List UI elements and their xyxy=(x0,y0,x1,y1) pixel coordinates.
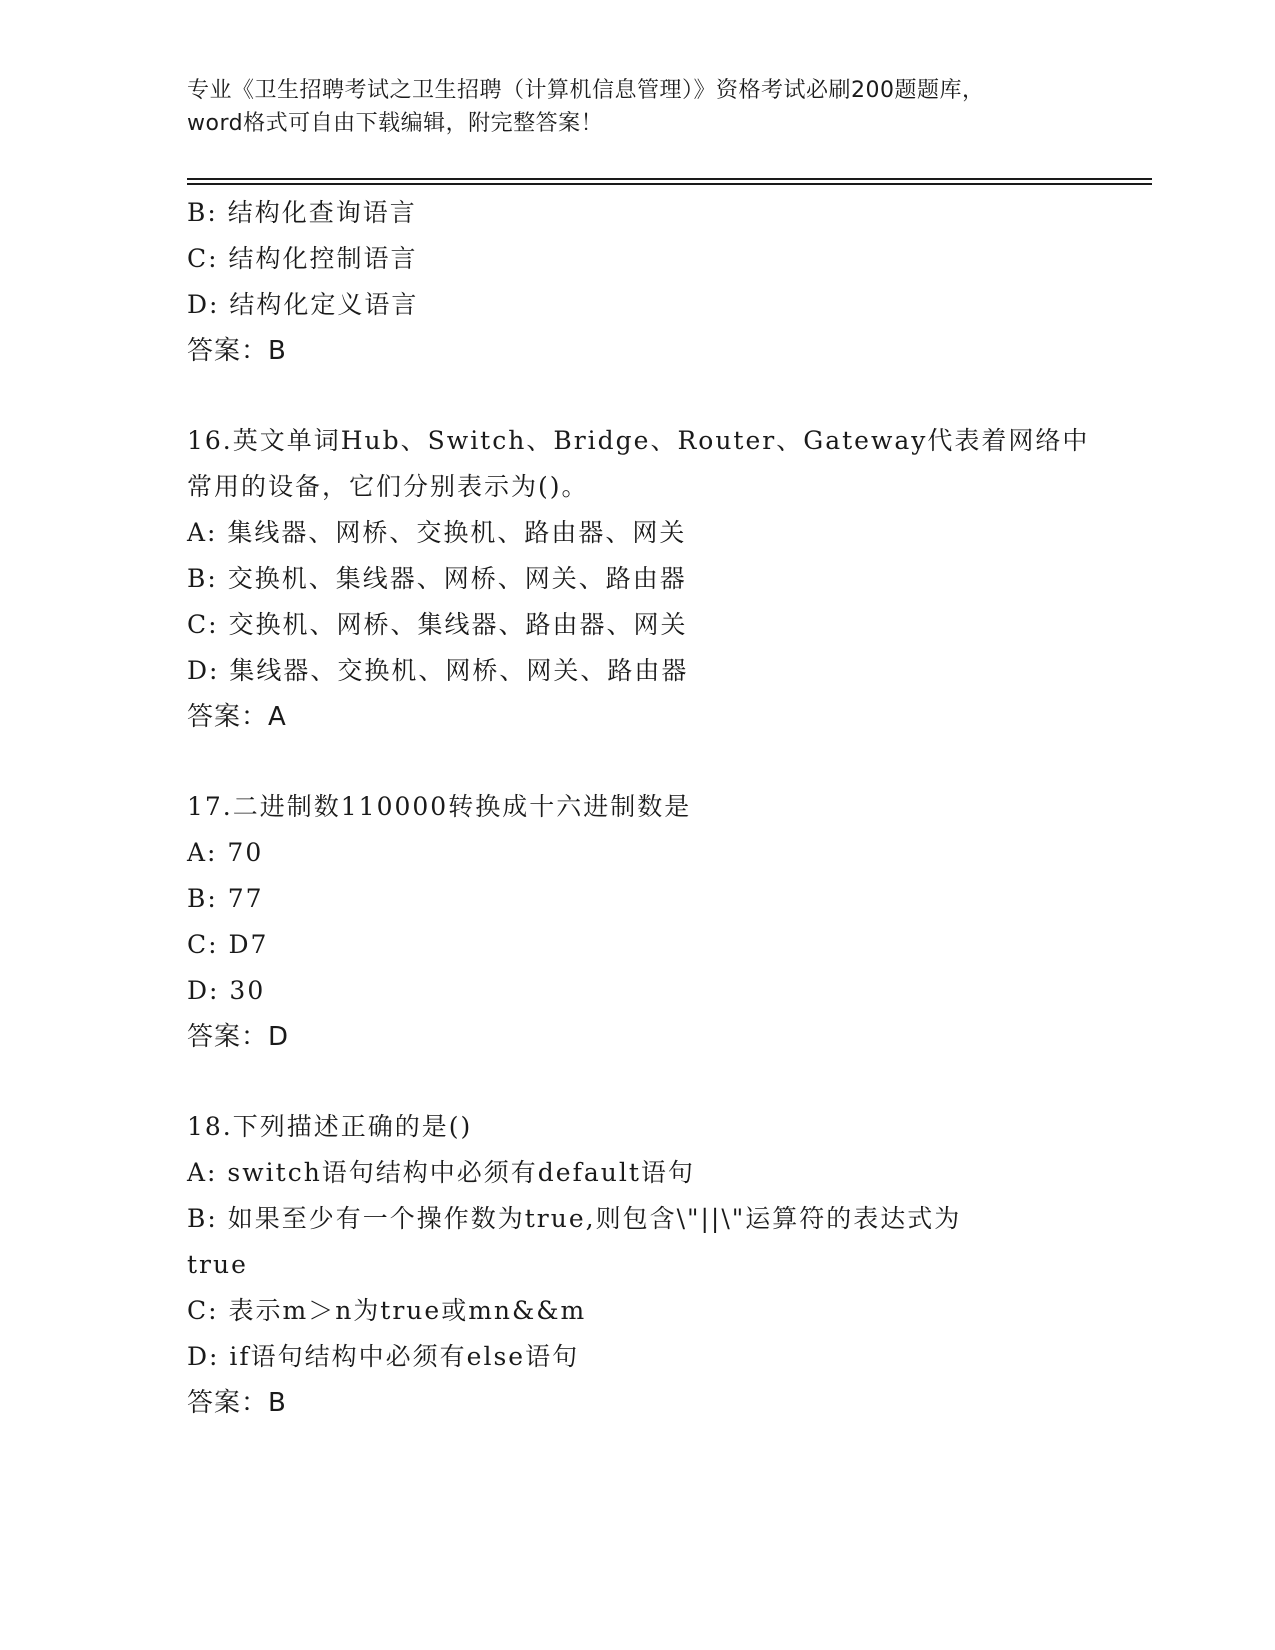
option-d: D: 30 xyxy=(187,976,266,1005)
spacer xyxy=(187,374,1087,418)
spacer xyxy=(187,740,1087,784)
option-b: B: 交换机、集线器、网桥、网关、路由器 xyxy=(187,564,687,593)
answer: 答案：B xyxy=(187,336,287,366)
document-header xyxy=(187,74,1107,140)
answer: 答案：A xyxy=(187,702,287,732)
option-c: C: 交换机、网桥、集线器、路由器、网关 xyxy=(187,610,688,639)
question-18 xyxy=(187,1104,1087,1426)
answer: 答案：D xyxy=(187,1022,290,1052)
option-b: B: 结构化查询语言 xyxy=(187,198,417,227)
question-stem: 18.下列描述正确的是() xyxy=(187,1112,473,1141)
spacer xyxy=(187,1060,1087,1104)
question-stem: 17.二进制数110000转换成十六进制数是 xyxy=(187,792,692,821)
question-15 xyxy=(187,190,1087,374)
question-content xyxy=(187,190,1090,1426)
question-17 xyxy=(187,784,1087,1060)
option-b: B: 77 xyxy=(187,884,264,913)
option-b-continued: true xyxy=(187,1250,248,1279)
option-a: A: switch语句结构中必须有default语句 xyxy=(187,1158,695,1187)
question-stem: 16.英文单词Hub、Switch、Bridge、Router、Gateway代表着网络中 xyxy=(187,426,1090,455)
question-stem-continued: 常用的设备，它们分别表示为()。 xyxy=(187,472,589,501)
header-line-2: word格式可自由下载编辑，附完整答案！ xyxy=(187,111,604,136)
option-d: D: if语句结构中必须有else语句 xyxy=(187,1342,580,1371)
option-a: A: 70 xyxy=(187,838,264,867)
header-divider-top xyxy=(187,178,1152,180)
option-d: D: 结构化定义语言 xyxy=(187,290,419,319)
option-b: B: 如果至少有一个操作数为true,则包含\"||\"运算符的表达式为 xyxy=(187,1204,962,1233)
header-divider-bottom xyxy=(187,183,1152,185)
answer: 答案：B xyxy=(187,1388,287,1418)
option-c: C: 结构化控制语言 xyxy=(187,244,418,273)
question-16 xyxy=(187,418,1090,740)
option-c: C: D7 xyxy=(187,930,269,959)
option-a: A: 集线器、网桥、交换机、路由器、网关 xyxy=(187,518,687,547)
option-d: D: 集线器、交换机、网桥、网关、路由器 xyxy=(187,656,689,685)
header-line-1: 专业《卫生招聘考试之卫生招聘（计算机信息管理）》资格考试必刷200题题库， xyxy=(187,78,985,103)
option-c: C: 表示m＞n为true或mn&&m xyxy=(187,1296,587,1325)
